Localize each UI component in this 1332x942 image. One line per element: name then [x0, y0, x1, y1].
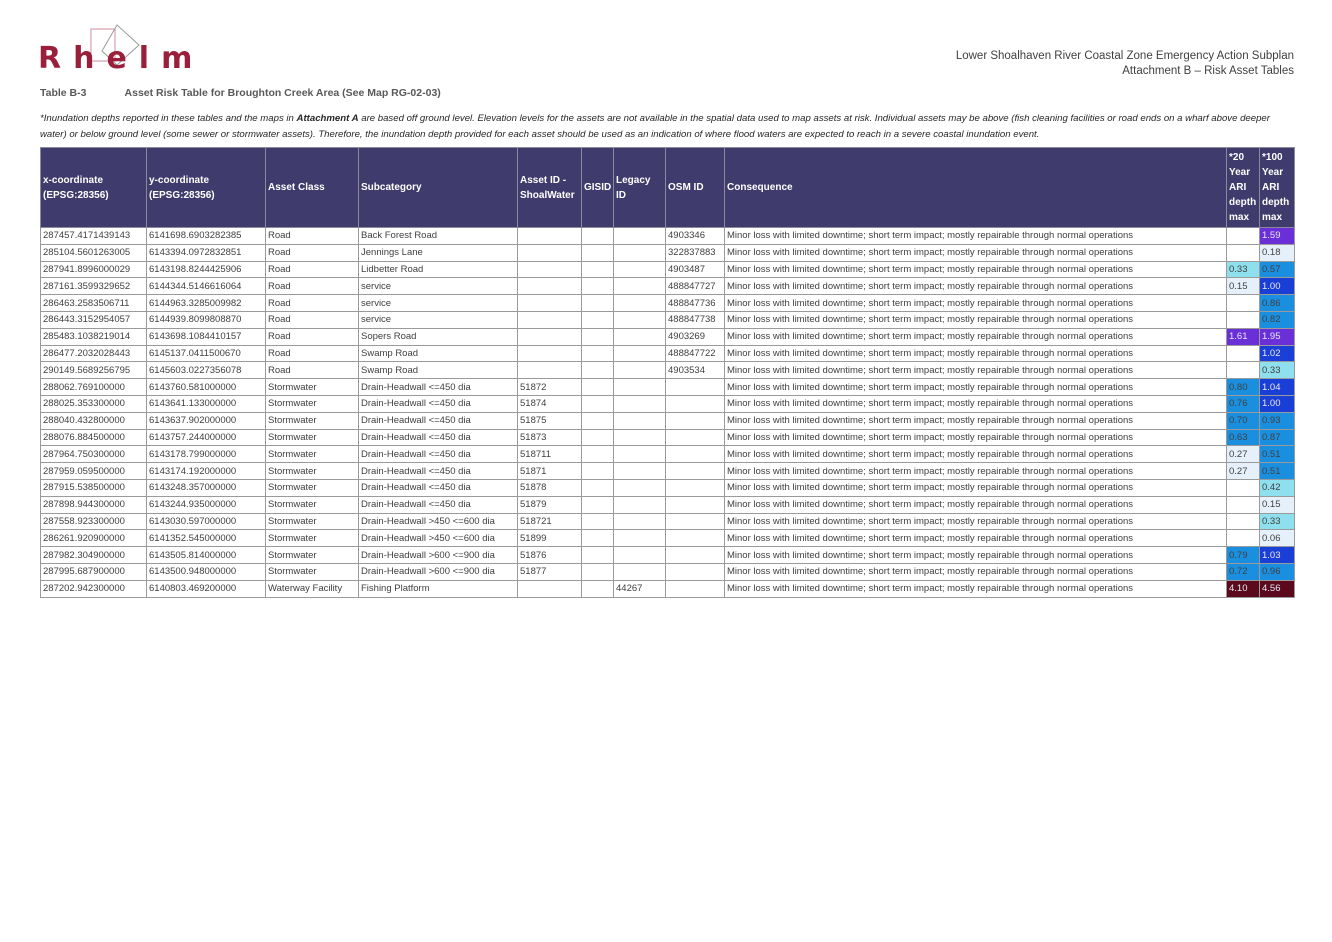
cell-x-coordinate: 287161.3599329652	[41, 278, 147, 295]
table-row	[41, 244, 1295, 261]
cell-gisid	[582, 580, 614, 597]
cell-osm-id	[666, 395, 725, 412]
table-row	[41, 547, 1295, 564]
cell-asset-class: Road	[266, 362, 359, 379]
cell-osm-id	[666, 446, 725, 463]
cell-asset-id-shoalwater: 51873	[518, 429, 582, 446]
column-header-gisid: GISID	[582, 148, 614, 228]
cell-x-coordinate: 287959.059500000	[41, 463, 147, 480]
table-row	[41, 563, 1295, 580]
column-header-subcategory: Subcategory	[359, 148, 518, 228]
cell-y-coordinate: 6143248.357000000	[147, 479, 266, 496]
cell-subcategory: service	[359, 295, 518, 312]
column-header-asset-class: Asset Class	[266, 148, 359, 228]
document-title-line2: Attachment B – Risk Asset Tables	[1122, 65, 1294, 77]
cell-x-coordinate: 290149.5689256795	[41, 362, 147, 379]
cell-asset-class: Stormwater	[266, 563, 359, 580]
cell-gisid	[582, 563, 614, 580]
cell-subcategory: Drain-Headwall >600 <=900 dia	[359, 547, 518, 564]
cell-asset-class: Stormwater	[266, 463, 359, 480]
cell-x-coordinate: 285104.5601263005	[41, 244, 147, 261]
cell-asset-id-shoalwater	[518, 345, 582, 362]
cell-asset-id-shoalwater: 518721	[518, 513, 582, 530]
cell-x-coordinate: 287982.304900000	[41, 547, 147, 564]
cell-consequence: Minor loss with limited downtime; short term impact; mostly repairable through normal operations	[725, 379, 1227, 396]
cell-y-coordinate: 6143505.814000000	[147, 547, 266, 564]
cell-ari20-depth: 0.15	[1227, 278, 1260, 295]
cell-x-coordinate: 286261.920900000	[41, 530, 147, 547]
cell-asset-id-shoalwater	[518, 228, 582, 245]
cell-osm-id	[666, 429, 725, 446]
cell-consequence: Minor loss with limited downtime; short term impact; mostly repairable through normal operations	[725, 446, 1227, 463]
cell-legacy-id	[614, 228, 666, 245]
rhelm-logo	[38, 24, 205, 76]
cell-x-coordinate: 287898.944300000	[41, 496, 147, 513]
cell-ari20-depth	[1227, 295, 1260, 312]
cell-osm-id	[666, 580, 725, 597]
cell-legacy-id	[614, 328, 666, 345]
cell-subcategory: Drain-Headwall <=450 dia	[359, 479, 518, 496]
cell-gisid	[582, 261, 614, 278]
table-row	[41, 395, 1295, 412]
note-text-2: are based off ground level. Elevation levels for the assets are not available in the spatial data used to map assets at risk. Individual assets may be above (fish cleaning facilities or road ends on a wharf above deeper water) or below ground level (some sewer or stormwater assets). Therefore, the inundation depth provided for each asset should be used as an indication of where flood waters are expected to reach in a severe coastal inundation event.	[40, 113, 1270, 140]
column-header-asset-id-shoalwater: Asset ID - ShoalWater	[518, 148, 582, 228]
cell-legacy-id	[614, 311, 666, 328]
cell-asset-class: Road	[266, 295, 359, 312]
cell-ari100-depth: 1.59	[1260, 228, 1295, 245]
cell-ari100-depth: 1.00	[1260, 278, 1295, 295]
cell-asset-id-shoalwater	[518, 261, 582, 278]
cell-gisid	[582, 479, 614, 496]
cell-consequence: Minor loss with limited downtime; short term impact; mostly repairable through normal operations	[725, 429, 1227, 446]
cell-ari20-depth: 0.27	[1227, 463, 1260, 480]
cell-ari20-depth	[1227, 244, 1260, 261]
table-row	[41, 379, 1295, 396]
cell-asset-id-shoalwater: 51871	[518, 463, 582, 480]
cell-consequence: Minor loss with limited downtime; short term impact; mostly repairable through normal operations	[725, 580, 1227, 597]
cell-ari20-depth: 0.79	[1227, 547, 1260, 564]
cell-consequence: Minor loss with limited downtime; short term impact; mostly repairable through normal operations	[725, 311, 1227, 328]
cell-ari20-depth: 0.33	[1227, 261, 1260, 278]
cell-legacy-id	[614, 463, 666, 480]
cell-ari100-depth: 0.18	[1260, 244, 1295, 261]
cell-asset-id-shoalwater: 51872	[518, 379, 582, 396]
cell-x-coordinate: 287915.538500000	[41, 479, 147, 496]
cell-x-coordinate: 287964.750300000	[41, 446, 147, 463]
cell-gisid	[582, 362, 614, 379]
table-row	[41, 479, 1295, 496]
table-row	[41, 513, 1295, 530]
cell-ari100-depth: 0.57	[1260, 261, 1295, 278]
cell-osm-id	[666, 463, 725, 480]
cell-osm-id	[666, 530, 725, 547]
cell-x-coordinate: 287457.4171439143	[41, 228, 147, 245]
cell-y-coordinate: 6143198.8244425906	[147, 261, 266, 278]
cell-ari20-depth: 0.27	[1227, 446, 1260, 463]
cell-subcategory: Swamp Road	[359, 362, 518, 379]
cell-x-coordinate: 288062.769100000	[41, 379, 147, 396]
cell-ari20-depth	[1227, 345, 1260, 362]
logo-text: Rhelm	[38, 41, 205, 76]
cell-ari20-depth	[1227, 479, 1260, 496]
cell-asset-class: Road	[266, 278, 359, 295]
cell-asset-class: Stormwater	[266, 547, 359, 564]
cell-ari100-depth: 0.93	[1260, 412, 1295, 429]
cell-subcategory: Fishing Platform	[359, 580, 518, 597]
note-text-1: *Inundation depths reported in these tables and the maps in	[40, 113, 297, 124]
table-number: Table B-3	[40, 87, 87, 99]
cell-y-coordinate: 6145137.0411500670	[147, 345, 266, 362]
column-header-y-coordinate: y-coordinate (EPSG:28356)	[147, 148, 266, 228]
cell-x-coordinate: 287558.923300000	[41, 513, 147, 530]
cell-ari20-depth	[1227, 513, 1260, 530]
cell-legacy-id	[614, 278, 666, 295]
cell-y-coordinate: 6140803.469200000	[147, 580, 266, 597]
cell-legacy-id	[614, 530, 666, 547]
cell-asset-id-shoalwater	[518, 328, 582, 345]
cell-asset-id-shoalwater: 518711	[518, 446, 582, 463]
cell-legacy-id	[614, 513, 666, 530]
cell-consequence: Minor loss with limited downtime; short term impact; mostly repairable through normal operations	[725, 295, 1227, 312]
cell-legacy-id	[614, 345, 666, 362]
cell-ari100-depth: 0.15	[1260, 496, 1295, 513]
table-row	[41, 261, 1295, 278]
cell-consequence: Minor loss with limited downtime; short term impact; mostly repairable through normal operations	[725, 479, 1227, 496]
asset-risk-table	[40, 147, 1295, 598]
cell-gisid	[582, 278, 614, 295]
cell-subcategory: Drain-Headwall >600 <=900 dia	[359, 563, 518, 580]
cell-osm-id: 488847738	[666, 311, 725, 328]
cell-subcategory: Drain-Headwall <=450 dia	[359, 429, 518, 446]
table-row	[41, 429, 1295, 446]
cell-asset-id-shoalwater: 51875	[518, 412, 582, 429]
table-row	[41, 580, 1295, 597]
cell-ari100-depth: 0.51	[1260, 446, 1295, 463]
cell-x-coordinate: 287941.8996000029	[41, 261, 147, 278]
cell-osm-id: 4903346	[666, 228, 725, 245]
cell-y-coordinate: 6143637.902000000	[147, 412, 266, 429]
cell-asset-class: Stormwater	[266, 395, 359, 412]
cell-y-coordinate: 6143030.597000000	[147, 513, 266, 530]
cell-legacy-id	[614, 362, 666, 379]
cell-osm-id	[666, 513, 725, 530]
cell-osm-id: 4903269	[666, 328, 725, 345]
cell-ari100-depth: 4.56	[1260, 580, 1295, 597]
cell-ari20-depth: 0.80	[1227, 379, 1260, 396]
cell-consequence: Minor loss with limited downtime; short term impact; mostly repairable through normal operations	[725, 244, 1227, 261]
cell-legacy-id	[614, 295, 666, 312]
table-title: Asset Risk Table for Broughton Creek Area (See Map RG-02-03)	[124, 87, 441, 99]
cell-consequence: Minor loss with limited downtime; short term impact; mostly repairable through normal operations	[725, 412, 1227, 429]
cell-y-coordinate: 6143641.133000000	[147, 395, 266, 412]
cell-asset-class: Stormwater	[266, 412, 359, 429]
cell-ari100-depth: 0.82	[1260, 311, 1295, 328]
cell-osm-id	[666, 563, 725, 580]
table-row	[41, 278, 1295, 295]
table-row	[41, 345, 1295, 362]
cell-ari20-depth: 0.63	[1227, 429, 1260, 446]
cell-asset-id-shoalwater: 51878	[518, 479, 582, 496]
cell-asset-class: Stormwater	[266, 513, 359, 530]
cell-ari100-depth: 1.95	[1260, 328, 1295, 345]
cell-y-coordinate: 6144344.5146616064	[147, 278, 266, 295]
cell-legacy-id	[614, 395, 666, 412]
cell-subcategory: Drain-Headwall >450 <=600 dia	[359, 530, 518, 547]
cell-y-coordinate: 6144939.8099808870	[147, 311, 266, 328]
cell-x-coordinate: 286463.2583506711	[41, 295, 147, 312]
cell-legacy-id	[614, 479, 666, 496]
cell-osm-id: 488847727	[666, 278, 725, 295]
cell-y-coordinate: 6143394.0972832851	[147, 244, 266, 261]
cell-asset-id-shoalwater	[518, 244, 582, 261]
cell-legacy-id: 44267	[614, 580, 666, 597]
cell-subcategory: Drain-Headwall <=450 dia	[359, 496, 518, 513]
cell-legacy-id	[614, 547, 666, 564]
cell-gisid	[582, 395, 614, 412]
cell-y-coordinate: 6141698.6903282385	[147, 228, 266, 245]
cell-legacy-id	[614, 379, 666, 396]
cell-ari20-depth	[1227, 228, 1260, 245]
cell-ari100-depth: 0.33	[1260, 362, 1295, 379]
cell-ari20-depth: 0.76	[1227, 395, 1260, 412]
cell-asset-id-shoalwater	[518, 295, 582, 312]
cell-legacy-id	[614, 496, 666, 513]
document-title-line1: Lower Shoalhaven River Coastal Zone Emergency Action Subplan	[955, 50, 1294, 62]
cell-osm-id	[666, 496, 725, 513]
cell-ari20-depth	[1227, 311, 1260, 328]
cell-ari100-depth: 1.03	[1260, 547, 1295, 564]
cell-consequence: Minor loss with limited downtime; short term impact; mostly repairable through normal operations	[725, 496, 1227, 513]
cell-gisid	[582, 379, 614, 396]
cell-asset-class: Stormwater	[266, 479, 359, 496]
cell-asset-class: Stormwater	[266, 530, 359, 547]
cell-y-coordinate: 6143244.935000000	[147, 496, 266, 513]
cell-gisid	[582, 345, 614, 362]
cell-asset-class: Road	[266, 228, 359, 245]
cell-ari20-depth	[1227, 362, 1260, 379]
cell-ari100-depth: 1.04	[1260, 379, 1295, 396]
cell-consequence: Minor loss with limited downtime; short term impact; mostly repairable through normal operations	[725, 278, 1227, 295]
cell-asset-id-shoalwater	[518, 278, 582, 295]
cell-asset-class: Stormwater	[266, 496, 359, 513]
cell-asset-id-shoalwater: 51876	[518, 547, 582, 564]
table-row	[41, 328, 1295, 345]
table-header-row	[41, 148, 1295, 228]
cell-ari100-depth: 0.96	[1260, 563, 1295, 580]
cell-asset-id-shoalwater: 51874	[518, 395, 582, 412]
cell-y-coordinate: 6145603.0227356078	[147, 362, 266, 379]
cell-asset-class: Road	[266, 311, 359, 328]
cell-gisid	[582, 446, 614, 463]
table-row	[41, 362, 1295, 379]
cell-subcategory: Drain-Headwall <=450 dia	[359, 395, 518, 412]
cell-gisid	[582, 228, 614, 245]
cell-x-coordinate: 285483.1038219014	[41, 328, 147, 345]
note-attachment-link: Attachment A	[296, 113, 359, 124]
cell-osm-id: 488847722	[666, 345, 725, 362]
cell-consequence: Minor loss with limited downtime; short term impact; mostly repairable through normal operations	[725, 547, 1227, 564]
cell-gisid	[582, 530, 614, 547]
cell-y-coordinate: 6143174.192000000	[147, 463, 266, 480]
cell-consequence: Minor loss with limited downtime; short term impact; mostly repairable through normal operations	[725, 328, 1227, 345]
cell-consequence: Minor loss with limited downtime; short term impact; mostly repairable through normal operations	[725, 463, 1227, 480]
cell-gisid	[582, 244, 614, 261]
cell-asset-class: Stormwater	[266, 446, 359, 463]
cell-y-coordinate: 6143178.799000000	[147, 446, 266, 463]
table-caption	[40, 87, 441, 99]
cell-legacy-id	[614, 429, 666, 446]
cell-asset-class: Road	[266, 328, 359, 345]
table-row	[41, 228, 1295, 245]
cell-ari20-depth	[1227, 496, 1260, 513]
cell-y-coordinate: 6143500.948000000	[147, 563, 266, 580]
cell-x-coordinate: 288076.884500000	[41, 429, 147, 446]
cell-subcategory: Sopers Road	[359, 328, 518, 345]
column-header-ari20-depth: *20 Year ARI depth max	[1227, 148, 1260, 228]
table-row	[41, 463, 1295, 480]
cell-subcategory: Drain-Headwall >450 <=600 dia	[359, 513, 518, 530]
cell-consequence: Minor loss with limited downtime; short term impact; mostly repairable through normal operations	[725, 345, 1227, 362]
cell-gisid	[582, 295, 614, 312]
cell-asset-id-shoalwater	[518, 362, 582, 379]
cell-ari20-depth	[1227, 530, 1260, 547]
cell-ari20-depth: 0.72	[1227, 563, 1260, 580]
cell-asset-id-shoalwater	[518, 580, 582, 597]
cell-legacy-id	[614, 563, 666, 580]
cell-gisid	[582, 311, 614, 328]
cell-ari100-depth: 1.00	[1260, 395, 1295, 412]
cell-osm-id: 488847736	[666, 295, 725, 312]
cell-ari100-depth: 0.87	[1260, 429, 1295, 446]
cell-asset-class: Stormwater	[266, 429, 359, 446]
cell-gisid	[582, 328, 614, 345]
cell-gisid	[582, 429, 614, 446]
table-row	[41, 446, 1295, 463]
cell-gisid	[582, 513, 614, 530]
cell-subcategory: service	[359, 278, 518, 295]
table-row	[41, 530, 1295, 547]
cell-ari100-depth: 0.51	[1260, 463, 1295, 480]
cell-subcategory: Drain-Headwall <=450 dia	[359, 446, 518, 463]
cell-subcategory: Back Forest Road	[359, 228, 518, 245]
cell-y-coordinate: 6141352.545000000	[147, 530, 266, 547]
cell-ari100-depth: 0.86	[1260, 295, 1295, 312]
cell-subcategory: Lidbetter Road	[359, 261, 518, 278]
cell-osm-id	[666, 479, 725, 496]
table-row	[41, 311, 1295, 328]
cell-y-coordinate: 6143698.1084410157	[147, 328, 266, 345]
cell-x-coordinate: 287995.687900000	[41, 563, 147, 580]
cell-ari20-depth: 1.61	[1227, 328, 1260, 345]
cell-ari100-depth: 0.42	[1260, 479, 1295, 496]
cell-ari20-depth: 4.10	[1227, 580, 1260, 597]
cell-asset-id-shoalwater: 51877	[518, 563, 582, 580]
cell-osm-id	[666, 412, 725, 429]
cell-asset-class: Road	[266, 345, 359, 362]
table-row	[41, 412, 1295, 429]
cell-osm-id: 4903534	[666, 362, 725, 379]
cell-x-coordinate: 286477.2032028443	[41, 345, 147, 362]
cell-subcategory: Jennings Lane	[359, 244, 518, 261]
cell-consequence: Minor loss with limited downtime; short term impact; mostly repairable through normal operations	[725, 362, 1227, 379]
cell-consequence: Minor loss with limited downtime; short term impact; mostly repairable through normal operations	[725, 530, 1227, 547]
cell-osm-id	[666, 379, 725, 396]
cell-subcategory: Drain-Headwall <=450 dia	[359, 412, 518, 429]
cell-consequence: Minor loss with limited downtime; short term impact; mostly repairable through normal operations	[725, 513, 1227, 530]
cell-legacy-id	[614, 412, 666, 429]
cell-osm-id	[666, 547, 725, 564]
cell-asset-id-shoalwater: 51879	[518, 496, 582, 513]
cell-legacy-id	[614, 446, 666, 463]
cell-consequence: Minor loss with limited downtime; short term impact; mostly repairable through normal operations	[725, 228, 1227, 245]
column-header-osm-id: OSM ID	[666, 148, 725, 228]
cell-osm-id: 4903487	[666, 261, 725, 278]
cell-asset-class: Road	[266, 244, 359, 261]
cell-x-coordinate: 287202.942300000	[41, 580, 147, 597]
table-row	[41, 295, 1295, 312]
cell-subcategory: Drain-Headwall <=450 dia	[359, 379, 518, 396]
cell-ari100-depth: 0.06	[1260, 530, 1295, 547]
cell-asset-class: Stormwater	[266, 379, 359, 396]
cell-consequence: Minor loss with limited downtime; short term impact; mostly repairable through normal operations	[725, 563, 1227, 580]
cell-gisid	[582, 463, 614, 480]
cell-asset-class: Road	[266, 261, 359, 278]
cell-y-coordinate: 6144963.3285009982	[147, 295, 266, 312]
cell-y-coordinate: 6143760.581000000	[147, 379, 266, 396]
cell-ari20-depth: 0.70	[1227, 412, 1260, 429]
column-header-ari100-depth: *100 Year ARI depth max	[1260, 148, 1295, 228]
cell-gisid	[582, 496, 614, 513]
cell-x-coordinate: 288040.432800000	[41, 412, 147, 429]
cell-y-coordinate: 6143757.244000000	[147, 429, 266, 446]
document-title	[956, 49, 1294, 79]
cell-x-coordinate: 288025.353300000	[41, 395, 147, 412]
cell-legacy-id	[614, 261, 666, 278]
table-row	[41, 496, 1295, 513]
cell-subcategory: Drain-Headwall <=450 dia	[359, 463, 518, 480]
cell-asset-id-shoalwater: 51899	[518, 530, 582, 547]
cell-osm-id: 322837883	[666, 244, 725, 261]
cell-consequence: Minor loss with limited downtime; short term impact; mostly repairable through normal operations	[725, 395, 1227, 412]
cell-subcategory: service	[359, 311, 518, 328]
table-body	[41, 228, 1295, 598]
inundation-note	[40, 111, 1295, 143]
cell-asset-id-shoalwater	[518, 311, 582, 328]
cell-ari100-depth: 1.02	[1260, 345, 1295, 362]
cell-legacy-id	[614, 244, 666, 261]
cell-gisid	[582, 412, 614, 429]
column-header-legacy-id: Legacy ID	[614, 148, 666, 228]
cell-gisid	[582, 547, 614, 564]
cell-asset-class: Waterway Facility	[266, 580, 359, 597]
cell-subcategory: Swamp Road	[359, 345, 518, 362]
cell-ari100-depth: 0.33	[1260, 513, 1295, 530]
column-header-consequence: Consequence	[725, 148, 1227, 228]
cell-consequence: Minor loss with limited downtime; short term impact; mostly repairable through normal operations	[725, 261, 1227, 278]
column-header-x-coordinate: x-coordinate (EPSG:28356)	[41, 148, 147, 228]
cell-x-coordinate: 286443.3152954057	[41, 311, 147, 328]
